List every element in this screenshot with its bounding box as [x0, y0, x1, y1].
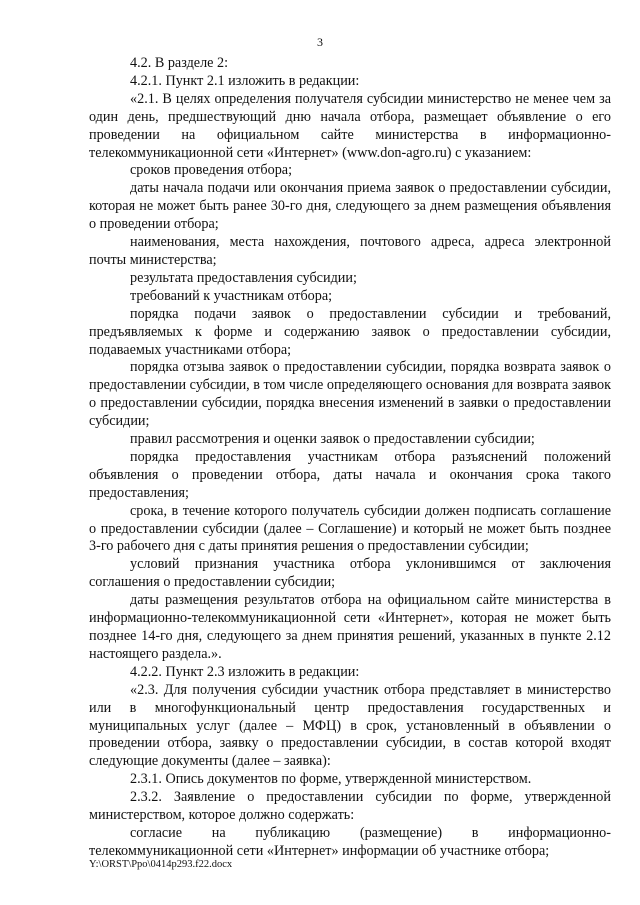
paragraph: 2.3.1. Опись документов по форме, утвержденной министерством. [130, 771, 532, 788]
paragraph: требований к участникам отбора; [130, 287, 333, 304]
paragraph: 4.2. В разделе 2: [130, 55, 229, 71]
paragraph: согласие на публикацию (размещение) в информационно-телекоммуникационной сети «Интернет» информации об участнике отбора; [89, 824, 611, 859]
paragraph: «2.3. Для получения субсидии участник отбора представляет в министерство или в многофункциональный центр предоставления государственных и муниципальных услуг (далее – МФЦ) в срок, установленный в объявлении о проведении отбора, заявку о предоставлении субсидии, в состав которой входят следующие документы (далее – заявка): [89, 681, 611, 770]
page-number: 3 [317, 35, 323, 49]
paragraph: условий признания участника отбора уклонившимся от заключения соглашения о предоставлении субсидии; [89, 556, 611, 591]
footer-file-path: Y:\ORST\Ppo\0414p293.f22.docx [89, 859, 233, 870]
paragraph: «2.1. В целях определения получателя субсидии министерство не менее чем за один день, предшествующий дню начала отбора, размещает объявление о его проведении на официальном сайте министерства в информационно-телекоммуникационной сети «Интернет» (www.don-agro.ru) с указанием: [89, 90, 611, 161]
paragraph: 4.2.2. Пункт 2.3 изложить в редакции: [130, 663, 360, 680]
paragraph: даты начала подачи или окончания приема заявок о предоставлении субсидии, которая не может быть ранее 30-го дня, следующего за днем размещения объявления о проведении отбора; [89, 180, 611, 233]
document-body [89, 55, 611, 861]
paragraph: результата предоставления субсидии; [130, 269, 357, 286]
paragraph: наименования, места нахождения, почтового адреса, адреса электронной почты министерства; [89, 234, 611, 268]
paragraph: порядка предоставления участникам отбора разъяснений положений объявления о проведении отбора, даты начала и окончания срока такого предоставления; [89, 448, 611, 501]
paragraph: 2.3.2. Заявление о предоставлении субсидии по форме, утвержденной министерством, которое должно содержать: [89, 789, 611, 824]
paragraph: 4.2.1. Пункт 2.1 изложить в редакции: [130, 72, 360, 89]
paragraph: сроков проведения отбора; [130, 162, 293, 179]
paragraph: порядка отзыва заявок о предоставлении субсидии, порядка возврата заявок о предоставлении субсидии, в том числе определяющего основания для возврата заявок о предоставлении субсидии, порядка внесения изменений в заявки о предоставлении субсидии; [89, 359, 611, 430]
paragraph: срока, в течение которого получатель субсидии должен подписать соглашение о предоставлении субсидии (далее – Соглашение) и который не может быть позднее 3-го рабочего дня с даты принятия решения о предоставлении субсидии; [89, 502, 611, 555]
paragraph: порядка подачи заявок о предоставлении субсидии и требований, предъявляемых к форме и содержанию заявок о предоставлении субсидии, подаваемых участниками отбора; [89, 305, 611, 358]
paragraph: правил рассмотрения и оценки заявок о предоставлении субсидии; [130, 431, 535, 448]
paragraph: даты размещения результатов отбора на официальном сайте министерства в информационно-телекоммуникационной сети «Интернет», которая не может быть позднее 14-го дня, следующего за днем принятия решений, указанных в пункте 2.12 настоящего раздела.». [89, 592, 611, 662]
